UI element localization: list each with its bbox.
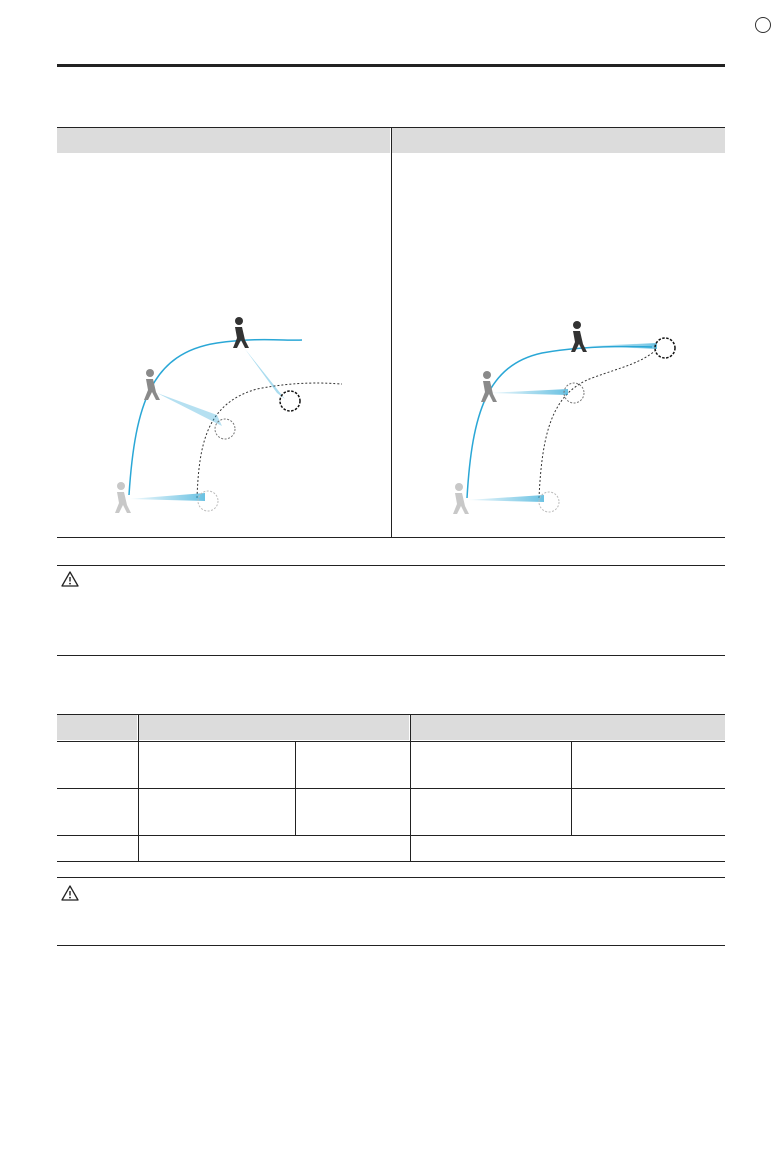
warning-1-top-rule — [57, 565, 725, 566]
drone-icon — [539, 492, 559, 512]
warning-2-top-rule — [57, 877, 725, 878]
walking-person-icon — [144, 369, 160, 400]
camera-beam — [587, 343, 657, 349]
spec-table-bottom-border — [57, 861, 725, 862]
drone-icon — [198, 491, 218, 511]
drone-icon — [280, 391, 300, 411]
drone-icon — [655, 338, 675, 358]
walking-person-icon — [571, 321, 587, 352]
camera-beam — [245, 349, 285, 399]
camera-beam — [157, 393, 222, 426]
spec-table-row-border — [57, 741, 725, 742]
page-cut-mark — [755, 17, 771, 33]
walking-person-icon — [481, 371, 497, 402]
camera-beam — [487, 389, 568, 395]
drone-icon — [215, 419, 235, 439]
parallel-mode-illustration — [392, 153, 725, 537]
trace-mode-illustration — [57, 153, 390, 537]
walking-person-icon — [453, 483, 469, 514]
drone-path — [539, 349, 657, 498]
camera-beam — [467, 495, 544, 502]
spec-table-header-col1 — [57, 715, 137, 740]
header-rule — [57, 64, 725, 67]
camera-beam — [129, 493, 205, 501]
mode-table-header-left — [57, 128, 390, 153]
mode-table-header-right — [392, 128, 725, 153]
warning-icon — [61, 571, 79, 587]
warning-icon — [61, 885, 79, 901]
drone-path — [197, 383, 342, 498]
spec-table-header-col3 — [411, 715, 725, 740]
spec-table-header-col2 — [139, 715, 409, 740]
walking-person-icon — [233, 317, 249, 348]
warning-2-bottom-rule — [57, 945, 725, 946]
warning-1-bottom-rule — [57, 655, 725, 656]
mode-table-bottom-border — [57, 537, 725, 538]
walking-person-icon — [115, 482, 131, 513]
spec-table-row-border — [57, 788, 725, 789]
subject-path — [467, 347, 652, 498]
spec-table-row-border — [57, 835, 725, 836]
